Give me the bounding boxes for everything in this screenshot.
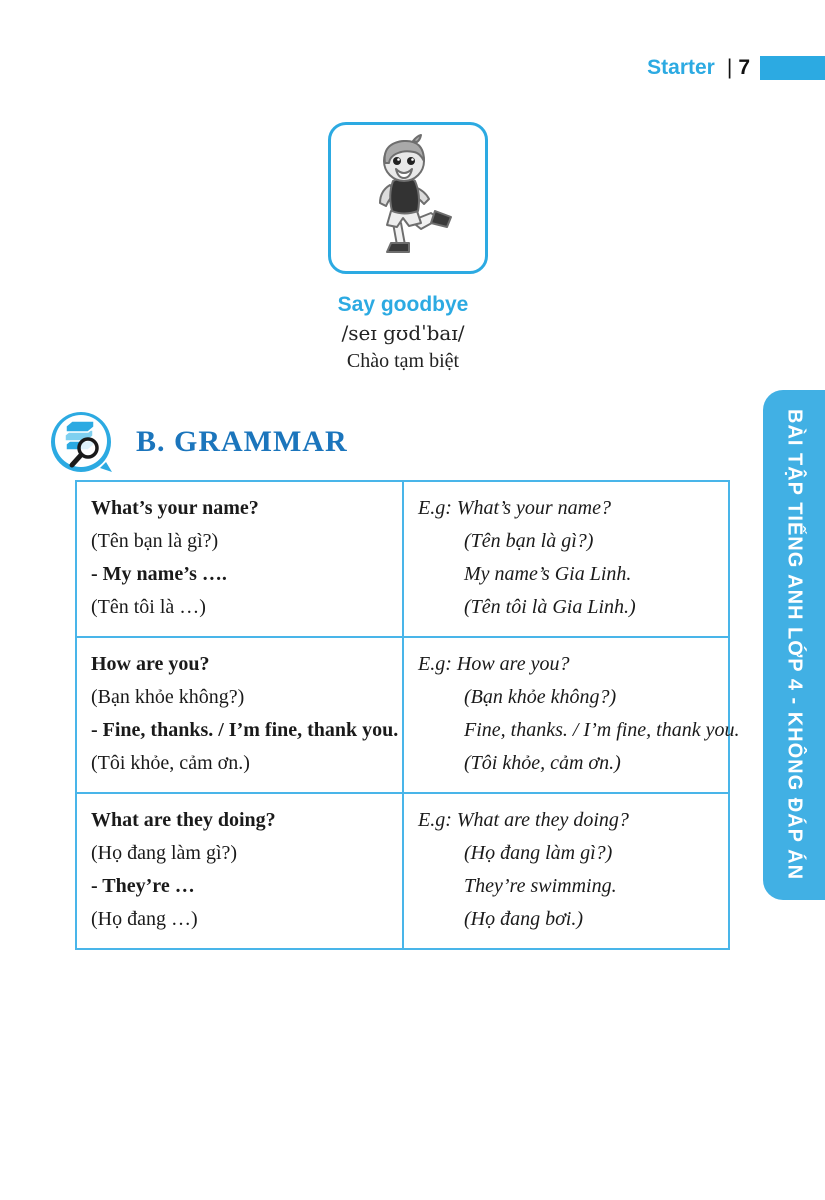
phrase-line: - My name’s …. bbox=[91, 563, 227, 585]
section-label: Starter bbox=[647, 56, 715, 79]
header-accent-bar bbox=[760, 56, 825, 80]
vocab-word: Say goodbye bbox=[337, 293, 469, 316]
vocab-phonetic: /seɪ gʊdˈbaɪ/ bbox=[341, 321, 465, 345]
page-header bbox=[647, 54, 825, 82]
page-number-group bbox=[727, 56, 750, 80]
example-prefix: E.g: bbox=[418, 809, 457, 831]
phrase-cell bbox=[76, 793, 403, 949]
grammar-row bbox=[76, 481, 729, 637]
phrase-line: How are you? bbox=[91, 653, 210, 675]
phrase-line: What are they doing? bbox=[91, 809, 276, 831]
grammar-table bbox=[75, 480, 740, 950]
example-line: E.g: How are you? bbox=[418, 653, 570, 675]
example-line: (Họ đang làm gì?) bbox=[464, 842, 613, 864]
grammar-row bbox=[76, 793, 729, 949]
boy-waving-goodbye-illustration bbox=[343, 133, 473, 263]
example-line: (Tên bạn là gì?) bbox=[464, 530, 594, 552]
phrase-cell bbox=[76, 481, 403, 637]
section-heading-label: B. GRAMMAR bbox=[136, 425, 348, 458]
phrase-cell bbox=[76, 637, 403, 793]
example-cell bbox=[403, 637, 740, 793]
example-line: Fine, thanks. / I’m fine, thank you. bbox=[464, 719, 740, 741]
example-prefix: E.g: bbox=[418, 653, 457, 675]
phrase-line: What’s your name? bbox=[91, 497, 259, 519]
phrase-line: - Fine, thanks. / I’m fine, thank you. bbox=[91, 719, 399, 741]
vocab-image-card bbox=[328, 122, 488, 274]
example-cell bbox=[403, 481, 729, 637]
example-line: (Họ đang bơi.) bbox=[464, 908, 583, 930]
example-line: E.g: What’s your name? bbox=[418, 497, 611, 519]
example-line: They’re swimming. bbox=[464, 875, 617, 897]
page-number: 7 bbox=[738, 56, 750, 79]
phrase-line: (Tên bạn là gì?) bbox=[91, 530, 219, 552]
phrase-line: (Tôi khỏe, cảm ơn.) bbox=[91, 752, 250, 774]
vocab-translation: Chào tạm biệt bbox=[346, 350, 460, 372]
side-tab-label: BÀI TẬP TIẾNG ANH LỚP 4 - KHÔNG ĐÁP ÁN bbox=[783, 409, 806, 881]
phrase-line: (Tên tôi là …) bbox=[91, 596, 206, 618]
phrase-line: (Bạn khỏe không?) bbox=[91, 686, 245, 708]
phrase-line: - They’re … bbox=[91, 875, 195, 897]
header-separator: | bbox=[726, 56, 733, 79]
phrase-line: (Họ đang …) bbox=[91, 908, 198, 930]
vocab-caption bbox=[253, 292, 553, 374]
example-line: (Bạn khỏe không?) bbox=[464, 686, 617, 708]
books-magnifier-icon bbox=[48, 410, 114, 474]
grammar-table-body bbox=[76, 481, 740, 949]
example-line: E.g: What are they doing? bbox=[418, 809, 629, 831]
phrase-line: (Họ đang làm gì?) bbox=[91, 842, 238, 864]
example-line: (Tôi khỏe, cảm ơn.) bbox=[464, 752, 621, 774]
example-prefix: E.g: bbox=[418, 497, 457, 519]
grammar-row bbox=[76, 637, 729, 793]
book-series-side-tab bbox=[763, 390, 825, 900]
example-line: (Tên tôi là Gia Linh.) bbox=[464, 596, 636, 618]
section-heading bbox=[48, 410, 348, 474]
example-line: My name’s Gia Linh. bbox=[464, 563, 632, 585]
example-cell bbox=[403, 793, 729, 949]
